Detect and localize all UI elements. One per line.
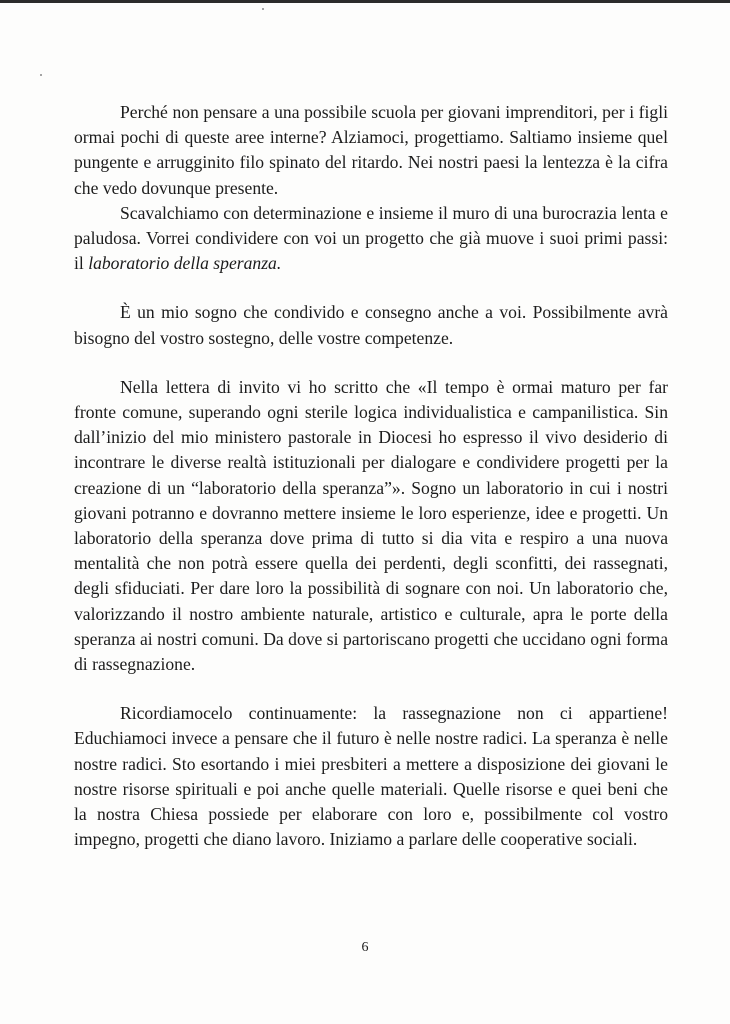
paragraph-3 bbox=[74, 300, 668, 350]
scan-speck bbox=[262, 8, 264, 10]
paragraph-2 bbox=[74, 201, 668, 277]
paragraph-5 bbox=[74, 701, 668, 852]
scan-speck bbox=[40, 74, 42, 76]
paragraph-3-text: È un mio sogno che condivido e consegno anche a voi. Possibilmente avrà bisogno del vostro sostegno, delle vostre competenze. bbox=[74, 302, 668, 348]
paragraph-2-text: Scavalchiamo con determinazione e insieme il muro di una burocrazia lenta e paludosa. Vorrei condividere con voi un progetto che già muove i suoi primi passi: il bbox=[74, 202, 668, 274]
body-text bbox=[74, 100, 668, 852]
paragraph-1 bbox=[74, 100, 668, 201]
paragraph-4 bbox=[74, 375, 668, 677]
paragraph-5-text: Ricordiamocelo continuamente: la rassegnazione non ci appartiene! Educhiamoci invece a pensare che il futuro è nelle nostre radici. La speranza è nelle nostre radici. Sto esortando i miei presbiteri a mettere a disposizione dei giovani le nostre risorse spirituali e poi anche quelle materiali. Quelle risorse e quei beni che la nostra Chiesa possiede per elaborare con loro e, possibilmente col vostro impegno, progetti che diano lavoro. Iniziamo a parlare delle cooperative sociali. bbox=[74, 703, 668, 850]
paragraph-1-text: Perché non pensare a una possibile scuola per giovani imprenditori, per i figli ormai pochi di queste aree interne? Alziamoci, progettiamo. Saltiamo insieme quel pungente e arrugginito filo spinato del ritardo. Nei nostri paesi la lentezza è la cifra che vedo dovunque presente. bbox=[74, 102, 668, 198]
paragraph-4-text: Nella lettera di invito vi ho scritto che «Il tempo è ormai maturo per far fronte comune, superando ogni sterile logica individualistica e campanilistica. Sin dall’inizio del mio ministero pastorale in Diocesi ho espresso il vivo desiderio di incontrare le diverse realtà istituzionali per dialogare e condividere progetti per la creazione di un “laboratorio della speranza”». Sogno un laboratorio in cui i nostri giovani potranno e dovranno mettere insieme le loro esperienze, idee e progetti. Un laboratorio della speranza dove prima di tutto si dia vita e respiro a una nuova mentalità che non potrà essere quella dei perdenti, degli sconfitti, dei rassegnati, degli sfiduciati. Per dare loro la possibilità di sognare con noi. Un laboratorio che, valorizzando il nostro ambiente naturale, artistico e culturale, apra le porte della speranza ai nostri comuni. Da dove si partoriscano progetti che uccidano ogni forma di rassegnazione. bbox=[74, 376, 668, 675]
page-number: 6 bbox=[361, 940, 369, 955]
scan-top-edge bbox=[0, 0, 730, 3]
paragraph-2-italic: laboratorio della speranza. bbox=[88, 253, 282, 274]
